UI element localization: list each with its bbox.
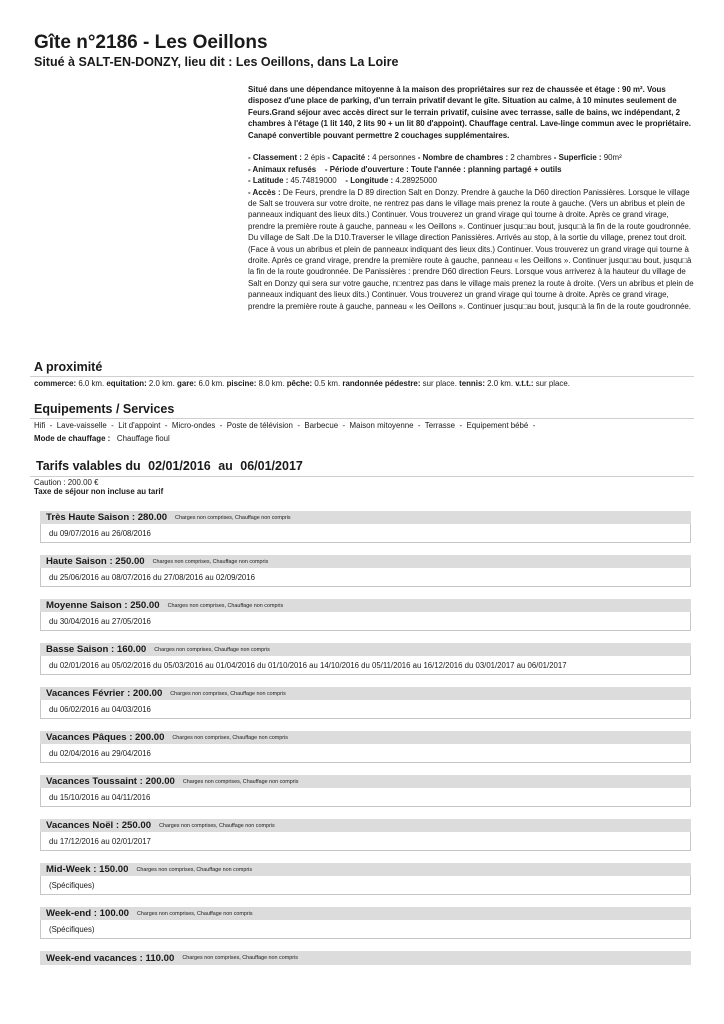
animaux-text: - Animaux refusés bbox=[248, 164, 317, 174]
description-lead: Situé dans une dépendance mitoyenne à la maison des propriétaires sur rez de chaussée et étage : 90 m². Vous disposez d'une place de parking, d'un terrain privatif devant le gîte. Situation au calme, à 10 minutes seulement de Feurs.Grand séjour avec accès direct sur le terrain privatif, cuisine avec terrasse, salle de bains, wc indépendant, 2 chambres à l'étage (1 lit 140, 2 lits 90 + un lit 80 d'appoint). Chauffage central. Lave-linge commun avec le propriétaire. Canapé convertible pouvant permettre 2 couchages supplémentaires. bbox=[248, 85, 691, 140]
acces-line bbox=[248, 187, 694, 312]
season-dates: du 09/07/2016 au 26/08/2016 bbox=[40, 524, 691, 543]
periode-text: - Période d'ouverture : Toute l'année : planning partagé + outils bbox=[324, 164, 562, 174]
animaux-line bbox=[248, 164, 694, 175]
season-row bbox=[40, 951, 691, 965]
chambres-value: 2 chambres bbox=[510, 153, 552, 163]
season-row bbox=[40, 731, 691, 763]
equipements-block bbox=[34, 421, 694, 443]
season-charges: Charges non comprises, Chauffage non compris bbox=[182, 955, 298, 961]
season-name: Week-end vacances : 110.00 bbox=[46, 952, 175, 964]
page-title: Gîte n°2186 - Les Oeillons bbox=[34, 32, 268, 53]
latitude-label: - Latitude : bbox=[248, 176, 289, 186]
section-divider bbox=[30, 418, 694, 419]
classement-value: 2 épis bbox=[304, 153, 326, 163]
chauffage-value: Chauffage fioul bbox=[116, 434, 170, 443]
chauffage-row bbox=[34, 434, 694, 443]
capacite-label: - Capacité : bbox=[327, 153, 370, 163]
coords-line bbox=[248, 175, 694, 186]
season-name: Haute Saison : 250.00 bbox=[46, 556, 145, 567]
season-name: Vacances Toussaint : 200.00 bbox=[46, 776, 175, 787]
chauffage-label: Mode de chauffage : bbox=[34, 434, 111, 443]
latitude-value: 45.74819000 bbox=[290, 176, 337, 186]
season-dates: du 02/04/2016 au 29/04/2016 bbox=[40, 744, 691, 763]
classement-label: - Classement : bbox=[248, 153, 302, 163]
season-dates: du 30/04/2016 au 27/05/2016 bbox=[40, 612, 691, 631]
season-charges: Charges non comprises, Chauffage non compris bbox=[152, 558, 269, 565]
season-name: Très Haute Saison : 280.00 bbox=[46, 512, 168, 523]
characteristics-line bbox=[248, 152, 694, 163]
season-charges: Charges non comprises, Chauffage non compris bbox=[137, 910, 253, 917]
season-charges: Charges non comprises, Chauffage non compris bbox=[136, 866, 253, 873]
season-charges: Charges non comprises, Chauffage non compris bbox=[154, 646, 270, 653]
taxe-text: Taxe de séjour non incluse au tarif bbox=[34, 487, 164, 496]
tarifs-date-from: 02/01/2016 bbox=[148, 459, 211, 473]
tarifs-date-to: 06/01/2017 bbox=[240, 459, 303, 473]
caution-text: Caution : 200.00 € bbox=[34, 478, 99, 487]
prox-item: piscine: 8.0 km. bbox=[226, 379, 285, 388]
superficie-value: 90m² bbox=[603, 153, 622, 163]
season-row bbox=[40, 819, 691, 851]
proximite-list bbox=[34, 379, 694, 388]
season-name: Moyenne Saison : 250.00 bbox=[46, 600, 160, 611]
capacite-value: 4 personnes bbox=[372, 153, 416, 163]
longitude-label: - Longitude : bbox=[345, 176, 394, 186]
superficie-label: - Superficie : bbox=[553, 153, 602, 163]
tarifs-prefix: Tarifs valables du bbox=[36, 459, 141, 473]
prox-item: randonnée pédestre: sur place. bbox=[342, 379, 457, 388]
season-charges: Charges non comprises, Chauffage non compris bbox=[175, 514, 291, 521]
equipements-title: Equipements / Services bbox=[34, 402, 175, 416]
season-name: Vacances Février : 200.00 bbox=[46, 688, 163, 699]
prox-item: gare: 6.0 km. bbox=[177, 379, 225, 388]
season-name: Basse Saison : 160.00 bbox=[46, 644, 147, 655]
season-row bbox=[40, 863, 691, 895]
tarifs-title bbox=[36, 459, 307, 473]
season-charges: Charges non comprises, Chauffage non compris bbox=[172, 734, 288, 741]
section-divider bbox=[30, 476, 694, 477]
longitude-value: 4.28925000 bbox=[395, 176, 438, 186]
season-charges: Charges non comprises, Chauffage non compris bbox=[159, 822, 275, 829]
caution-block bbox=[34, 478, 163, 496]
prox-item: pêche: 0.5 km. bbox=[286, 379, 341, 388]
prox-item: v.t.t.: sur place. bbox=[515, 379, 570, 388]
season-dates: (Spécifiques) bbox=[40, 876, 691, 895]
tarifs-au: au bbox=[218, 459, 233, 473]
chambres-label: - Nombre de chambres : bbox=[417, 153, 509, 163]
season-dates: du 25/06/2016 au 08/07/2016 du 27/08/2016 au 02/09/2016 bbox=[40, 568, 691, 587]
season-row bbox=[40, 555, 691, 587]
description bbox=[248, 84, 694, 312]
season-charges: Charges non comprises, Chauffage non compris bbox=[182, 778, 299, 785]
season-dates: du 15/10/2016 au 04/11/2016 bbox=[40, 788, 691, 807]
season-row bbox=[40, 511, 691, 543]
season-row bbox=[40, 687, 691, 719]
season-name: Vacances Pâques : 200.00 bbox=[46, 732, 165, 743]
acces-label: - Accès : bbox=[248, 187, 281, 197]
season-row bbox=[40, 775, 691, 807]
season-row bbox=[40, 643, 691, 675]
season-row bbox=[40, 907, 691, 939]
season-dates: (Spécifiques) bbox=[40, 920, 691, 939]
season-name: Mid-Week : 150.00 bbox=[46, 864, 129, 875]
prox-item: equitation: 2.0 km. bbox=[106, 379, 175, 388]
season-name: Vacances Noël : 250.00 bbox=[46, 820, 152, 831]
proximite-title: A proximité bbox=[34, 360, 103, 374]
season-dates: du 17/12/2016 au 02/01/2017 bbox=[40, 832, 691, 851]
season-dates: du 02/01/2016 au 05/02/2016 du 05/03/2016 au 01/04/2016 du 01/10/2016 au 14/10/2016 du 05/11/2016 au 16/12/2016 du 03/01/2017 au 06/01/2017 bbox=[40, 656, 691, 675]
page-subtitle: Situé à SALT-EN-DONZY, lieu dit : Les Oeillons, dans La Loire bbox=[34, 55, 399, 69]
acces-value: De Feurs, prendre la D 89 direction Salt en Donzy. Prendre à gauche la D60 direction Panissières. Lorsque le village de Salt se trouvera sur votre droite, ne rentrez pas dans le village mais prenez la route à gauche. (Vers un abribus et plein de panneaux indiquant des lieux dits.) Continuer. Vous trouverez un grand virage qui tourne à droite. Après ce grand virage, prendre la première route à gauche, panneau « les Oeillons ». Continuer jusqu□au bout, jusqu□à la fin de la route goudronnée. Du village de Salt .De la D10.Traverser le village direction Panissières. Arrivés au stop, à la sortie du village, prenez tout droit. (Face à vous un abribus et plein de panneaux indiquant des lieux dits.) Continuer. Vous trouverez un grand virage qui tourne à droite. Après ce grand virage, prendre la première route à gauche, panneau « les Oeillons ». Continuer jusqu□au bout, jusqu□à la fin de la route goudronnée. De Panissières : prendre D60 direction Feurs. Lorsque vous arriverez à la hauteur du village de Salt en Donzy qui sera sur votre gauche, n□entrez pas dans le village mais prenez la route à droite. (Vers un abribus et plein de panneaux indiquant des lieux dits.) Continuer. Vous trouverez un grand virage qui tourne à droite. Après ce grand virage, prendre la première route à gauche, panneau « les Oeillons ». Continuer jusqu□au bout, jusqu□à la fin de la route goudronnée. bbox=[248, 187, 694, 311]
season-charges: Charges non comprises, Chauffage non compris bbox=[167, 602, 284, 609]
section-divider bbox=[30, 376, 694, 377]
season-row bbox=[40, 599, 691, 631]
equipements-list: Hifi - Lave-vaisselle - Lit d'appoint - Micro-ondes - Poste de télévision - Barbecue - Maison mitoyenne - Terrasse - Equipement bébé - bbox=[34, 421, 536, 430]
season-dates: du 06/02/2016 au 04/03/2016 bbox=[40, 700, 691, 719]
season-name: Week-end : 100.00 bbox=[46, 908, 130, 919]
prox-item: commerce: 6.0 km. bbox=[34, 379, 105, 388]
prox-item: tennis: 2.0 km. bbox=[459, 379, 514, 388]
season-charges: Charges non comprises, Chauffage non compris bbox=[170, 690, 286, 697]
